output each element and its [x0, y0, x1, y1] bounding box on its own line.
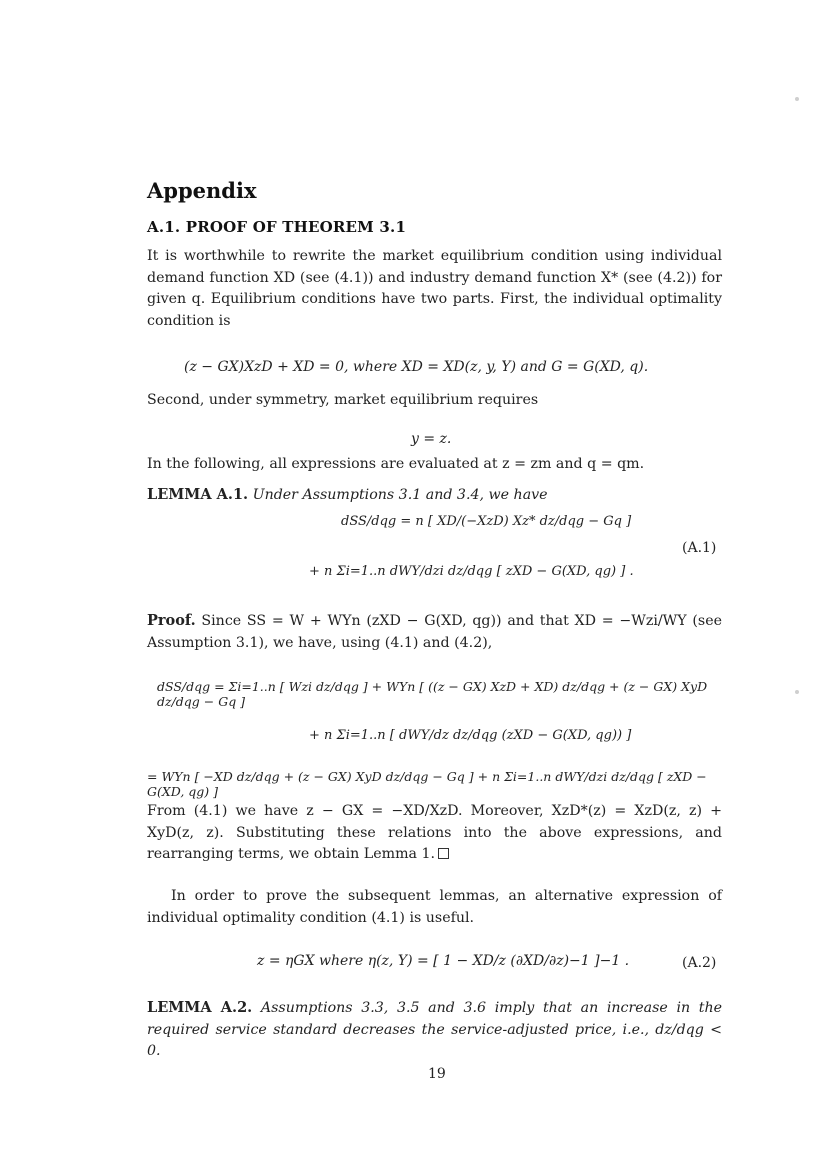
lemma-a2-text: Assumptions 3.3, 3.5 and 3.6 imply that an increase in the required service standard decreases the service-adjusted price, i.e., dz/dqg < 0.: [147, 1000, 722, 1059]
proof-paragraph: [147, 610, 722, 654]
evaluation-text: In the following, all expressions are evaluated at z = zm and q = qm.: [147, 456, 645, 472]
equation-a2: z = ηGX where η(z, Y) = [ 1 − XD/z (∂XD/∂z)−1 ]−1 .: [257, 953, 630, 969]
proof-equation-line2: + n Σi=1..n [ dWY/dz dz/dqg (zXD − G(XD, qg)) ]: [309, 728, 632, 743]
proof-label: Proof.: [147, 612, 196, 629]
substitution-text: From (4.1) we have z − GX = −XD/XzD. Moreover, XzD*(z) = XzD(z, z) + XyD(z, z). Substituting these relations into the above expressions, and rearranging terms, we obtain Lemma 1.: [147, 803, 722, 862]
proof-equation-line1: dSS/dqg = Σi=1..n [ Wzi dz/dqg ] + WYn [ ((z − GX) XzD + XD) dz/dqg + (z − GX) XyD dz/dqg − Gq ]: [157, 679, 708, 709]
equation-symmetry: y = z.: [411, 431, 452, 447]
equation-a1-line2: + n Σi=1..n dWY/dzi dz/dqg [ zXD − G(XD, qg) ] .: [309, 564, 634, 579]
qed-box-icon: [438, 848, 449, 859]
intro-paragraph: It is worthwhile to rewrite the market equilibrium condition using individual demand function XD (see (4.1)) and industry demand function X* (see (4.2)) for given q. Equilibrium conditions have two parts. First, the individual optimality condition is: [147, 248, 722, 329]
lemma-a1: [147, 484, 548, 507]
lemma-a1-text: Under Assumptions 3.1 and 3.4, we have: [252, 487, 548, 503]
equation-a1-number: (A.1): [682, 540, 717, 556]
equation-a1-line1: dSS/dqg = n [ XD/(−XzD) Xz* dz/dqg − Gq ]: [341, 514, 632, 529]
equation-optimality: (z − GX)XzD + XD = 0, where XD = XD(z, y, Y) and G = G(XD, q).: [184, 359, 649, 375]
scan-artifact: [795, 690, 799, 694]
lemma-a2-label: LEMMA A.2.: [147, 999, 253, 1016]
page-number: 19: [428, 1066, 446, 1082]
symmetry-text: Second, under symmetry, market equilibrium requires: [147, 392, 539, 408]
scan-artifact: [795, 97, 799, 101]
substitution-paragraph: [147, 801, 722, 866]
section-title: A.1. PROOF OF THEOREM 3.1: [147, 218, 407, 236]
proof-text: Since SS = W + WYn (zXD − G(XD, qg)) and that XD = −Wzi/WY (see Assumption 3.1), we have, using (4.1) and (4.2),: [147, 613, 722, 651]
lemma-a1-label: LEMMA A.1.: [147, 486, 249, 503]
equation-a2-number: (A.2): [682, 955, 717, 971]
proof-equation-line3: = WYn [ −XD dz/dqg + (z − GX) XyD dz/dqg − Gq ] + n Σi=1..n dWY/dzi dz/dqg [ zXD − G(XD, qg) ]: [147, 769, 707, 799]
appendix-heading: Appendix: [147, 178, 257, 203]
lemma-a2: [147, 997, 722, 1063]
alternative-expression-paragraph: In order to prove the subsequent lemmas, an alternative expression of individual optimality condition (4.1) is useful.: [147, 888, 722, 926]
